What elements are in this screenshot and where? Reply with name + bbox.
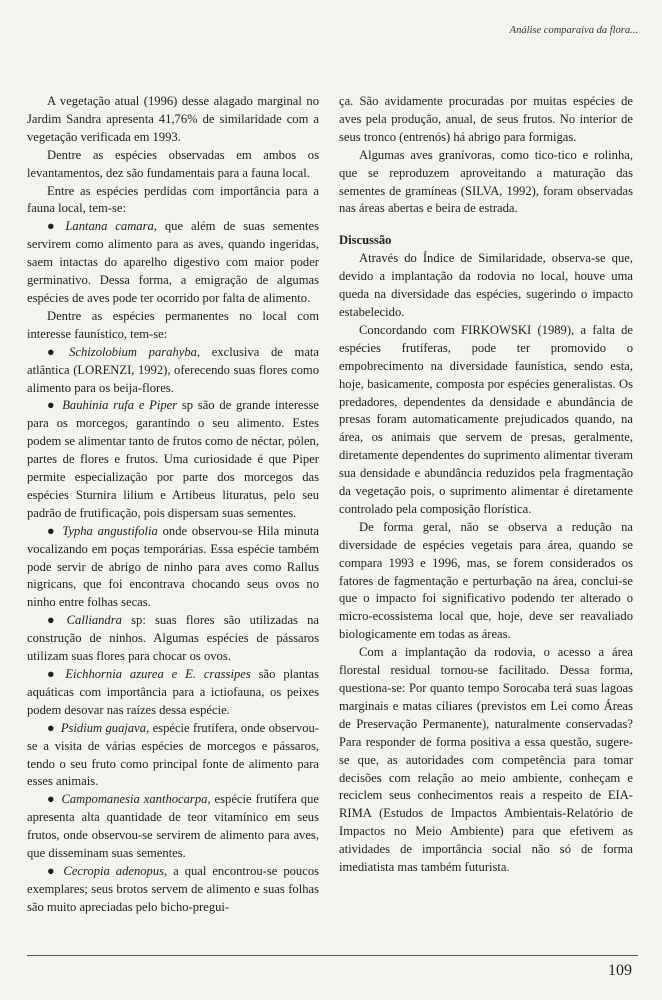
species-item	[27, 863, 319, 917]
species-item	[27, 791, 319, 863]
left-column	[27, 93, 319, 917]
species-text: , espécie frutífera, onde observou-se a visita de várias espécies de morcegos e pássaros, tendo o seu fruto como principal fonte de alimento para esses animais.	[27, 720, 319, 789]
species-item	[27, 666, 319, 720]
bullet-icon: ●	[47, 523, 57, 538]
paragraph: A vegetação atual (1996) desse alagado marginal no Jardim Sandra apresenta 41,76% de similaridade com a vegetação verificada em 1993.	[27, 94, 319, 144]
bullet-icon: ●	[47, 613, 61, 628]
paragraph: Com a implantação da rodovia, o acesso a área florestal residual tornou-se facilitado. Dessa forma, questiona-se: Por quanto tempo Sorocaba terá suas lagoas marginais e matas ciliares (previstos em Lei como Áreas de Preservação Permanente), naturalmente conservadas? Para responder de forma positiva a essa questão, sugere-se que, as autoridades com competência para tomar decisões com relação ao meio ambiente, conheçam e reciclem seus conhecimentos reais a respeito de EIA-RIMA (Estudos de Impactos Ambientais-Relatório de Impactos no Meio Ambiente) para que efetivem as atividades de importância social não só de forma imediatista mas também futurista.	[339, 645, 633, 875]
bullet-icon: ●	[47, 792, 56, 807]
page-number: 109	[608, 962, 632, 979]
species-text: sp são de grande interesse para os morcegos, garantindo o seu alimento. Estes podem se alimentar tanto de frutos como de néctar, pólen, partes de flores e frutos. Uma curiosidade é que Piper permite especialização por parte dos morcegos das espécies Sturnira lilium e Artibeus lituratus, pelo seu padrão de frutificação, pois dispersam suas sementes.	[27, 398, 319, 520]
species-text: onde observou-se Hila minuta vocalizando em poças temporárias. Essa espécie também pode servir de abrigo de ninho para aves como Rallus nigricans, que foi encontrava chocando seus ovos no ninho entre folhas secas.	[27, 523, 319, 610]
paragraph: Dentre as espécies observadas em ambos os levantamentos, dez são fundamentais para a fauna local.	[27, 147, 319, 180]
species-item	[27, 397, 319, 522]
paragraph-continuation: ça. São avidamente procuradas por muitas espécies de aves pela produção, anual, de seus frutos. No interior de seus tronco (entrenós) há abrigo para formigas.	[339, 94, 633, 144]
paragraph: Entre as espécies perdidas com importância para a fauna local, tem-se:	[27, 183, 319, 216]
bullet-icon: ●	[47, 219, 60, 234]
species-text: sp: suas flores são utilizadas na construção de ninhos. Algumas espécies de pássaros utilizam suas flores para chocar os ovos.	[27, 613, 319, 664]
right-column	[339, 93, 633, 877]
species-name: Eichhornia azurea e E. crassipes	[65, 667, 251, 681]
species-item	[27, 218, 319, 308]
paragraph: De forma geral, não se observa a redução na diversidade de espécies vegetais para área, quando se compara 1993 e 1996, mas, se forem considerados os fatores de fagmentação e perturbação na área, conclui-se que o impacto foi significativo podendo ter alterado o micro-ecossistema local que, hoje, deve ser reavaliado biologicamente em todas as áreas.	[339, 519, 633, 642]
species-name: Cecropia adenopus	[63, 863, 165, 878]
species-text: são plantas aquáticas com importância para a ictiofauna, os peixes podem desovar nas raízes dessa espécie.	[27, 667, 319, 717]
species-name: Bauhinia rufa e Piper	[62, 398, 178, 413]
running-head: Análise comparaiva da flora...	[509, 25, 638, 36]
species-name: Psidium guajava	[60, 720, 147, 735]
species-text: , espécie frutífera que apresenta alta quantidade de teor vitamínico em seus frutos, onde observou-se servirem de alimento para aves, que disseminam suas sementes.	[27, 792, 319, 861]
species-text: , que além de suas sementes servirem como alimento para as aves, quando ingeridas, saem intactas do aparelho digestivo com maior poder germinativo. Dessa forma, a emigração de algumas espécies de aves pode ter ocorrido por falta de alimento.	[27, 219, 319, 305]
paragraph: Concordando com FIRKOWSKI (1989), a falta de espécies frutíferas, pode ter promovido o empobrecimento na diversidade faunística, sendo esta, hoje, basicamente, composta por espécies generalistas. Os predadores, dependentes da densidade e abundância de presas foram automaticamente prejudicados quando, na área, os animais que servem de presas, geralmente, diretamente dependentes do suprimento alimentar tiveram sua densidade e abundância reduzidos pela fragmentação da vegetação pois, o suprimento alimentar é diretamente controlado pela composição florística.	[339, 322, 633, 516]
bullet-icon: ●	[47, 344, 64, 359]
species-item	[27, 720, 319, 792]
bullet-icon: ●	[47, 667, 60, 681]
footer-rule	[27, 955, 638, 956]
species-item	[27, 344, 319, 398]
species-text: , exclusiva de mata atlântica (LORENZI, 1992), oferecendo suas flores como alimento para os beija-flores.	[27, 344, 319, 395]
bullet-icon: ●	[47, 863, 58, 878]
species-name: Typha angustifolia	[62, 523, 158, 538]
species-text: , a qual encontrou-se poucos exemplares; seus brotos servem de alimento e suas folhas são muito apreciadas pelo bicho-pregui-	[27, 863, 320, 914]
species-item	[27, 523, 319, 613]
bullet-icon: ●	[47, 398, 57, 413]
species-name: Calliandra	[66, 613, 122, 628]
paragraph: Através do Índice de Similaridade, observa-se que, devido a implantação da rodovia no local, houve uma queda na diversidade das espécies, sugerindo o impacto estabelecido.	[339, 251, 633, 319]
species-name: Schizolobium parahyba	[69, 344, 197, 359]
section-heading: Discussão	[339, 233, 392, 248]
paragraph: Dentre as espécies permanentes no local com interesse faunístico, tem-se:	[27, 308, 319, 341]
bullet-icon: ●	[47, 720, 55, 735]
species-item	[27, 612, 319, 666]
paragraph: Algumas aves granívoras, como tico-tico e rolinha, que se reproduzem aproveitando a maturação das sementes de gramíneas (SILVA, 1992), foram observadas nas áreas abertas e beira de estrada.	[339, 147, 633, 216]
species-name: Lantana camara	[65, 219, 154, 234]
species-name: Campomanesia xanthocarpa	[61, 792, 208, 807]
